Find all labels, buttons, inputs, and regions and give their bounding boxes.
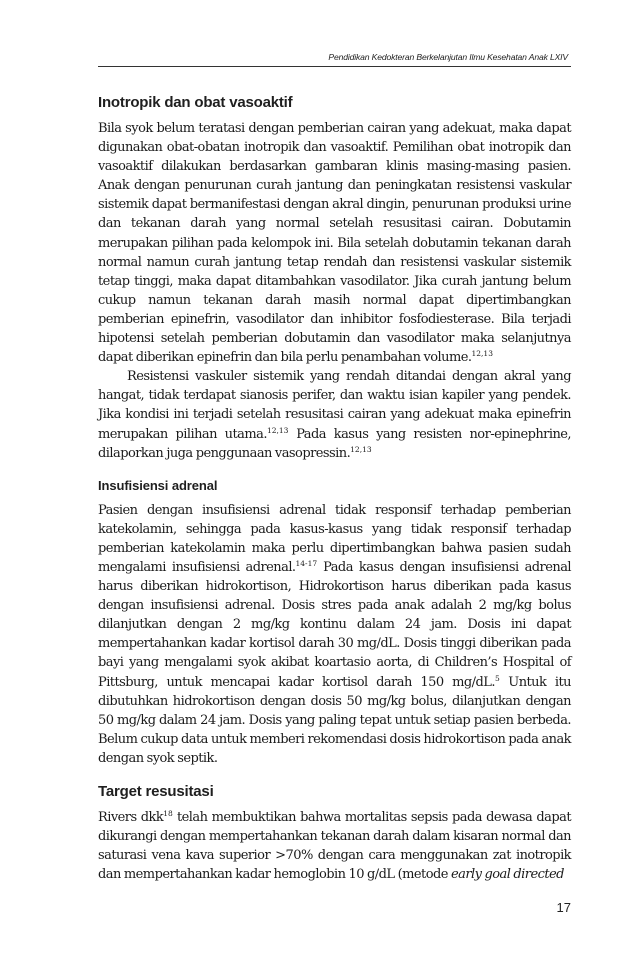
paragraph-text: Pada kasus yang resisten nor-epinephrine, dilaporkan juga penggunaan vasopressin.: [98, 426, 571, 461]
citation-ref: 12,13: [266, 425, 289, 435]
citation-ref: 5: [494, 673, 500, 683]
page-number: 17: [556, 900, 571, 915]
page-content: [98, 93, 571, 884]
section-heading-insufisiensi-adrenal: Insufisiensi adrenal: [98, 477, 218, 493]
paragraph-italic-text: early goal directed: [450, 867, 564, 883]
citation-ref: 14-17: [295, 558, 318, 568]
paragraph-text: Resistensi vaskuler sistemik yang rendah ditandai dengan akral yang hangat, tidak terdapat sianosis perifer, dan waktu isian kapiler yang pendek. Jika kondisi ini terjadi setelah resusitasi cairan yang adekuat maka epinefrin merupakan pilihan utama.: [98, 369, 571, 442]
paragraph-text: Pada kasus dengan insufisiensi adrenal harus diberikan hidrokortison, Hidrokortison harus diberikan pada kasus dengan insufisiensi adrenal. Dosis stres pada anak adalah 2 mg/kg bolus dilanjutkan dengan 2 mg/kg kontinu dalam 24 jam. Dosis ini dapat mempertahankan kadar kortisol darah 30 mg/dL. Dosis tinggi diberikan pada bayi yang mengalami syok akibat koartasio aorta, di Children’s Hospital of Pittsburg, untuk mencapai kadar kortisol darah 150 mg/dL.: [98, 559, 571, 690]
paragraph-inotropik-1: [98, 119, 571, 367]
paragraph-text: Untuk itu dibutuhkan hidrokortison dengan dosis 50 mg/kg bolus, dilanjutkan dengan 50 mg/kg dalam 24 jam. Dosis yang paling tepat untuk setiap pasien berbeda. Belum cukup data untuk memberi rekomendasi dosis hidrokortison pada anak dengan syok septik.: [98, 674, 572, 766]
running-header: Pendidikan Kedokteran Berkelanjutan Ilmu Kesehatan Anak LXIV: [328, 52, 568, 62]
citation-ref: 18: [163, 809, 173, 818]
citation-ref: 12,13: [350, 444, 372, 454]
section-heading-target-resusitasi: Target resusitasi: [98, 783, 214, 800]
header-rule: [98, 66, 571, 67]
paragraph-text: Pasien dengan insufisiensi adrenal tidak responsif terhadap pemberian katekolamin, sehingga pada kasus-kasus yang tidak responsif terhadap pemberian katekolamin maka perlu dipertimbangkan bahwa pasien sudah mengalami insufisiensi adrenal.: [98, 502, 571, 575]
paragraph-text: Bila syok belum teratasi dengan pemberian cairan yang adekuat, maka dapat digunakan obat-obatan inotropik dan vasoaktif. Pemilihan obat inotropik dan vasoaktif dilakukan berdasarkan gambaran klinis masing-masing pasien. Anak dengan penurunan curah jantung dan peningkatan resistensi vaskular sistemik dapat bermanifestasi dengan akral dingin, penurunan produksi urine dan tekanan darah yang normal setelah resusitasi cairan. Dobutamin merupakan pilihan pada kelompok ini. Bila setelah dobutamin tekanan darah normal namun curah jantung tetap rendah dan resistensi vaskular sistemik tetap tinggi, maka dapat ditambahkan vasodilator. Jika curah jantung belum cukup namun tekanan darah masih normal dapat dipertimbangkan pemberian epinefrin, vasodilator dan inhibitor fosfodiesterase. Bila terjadi hipotensi setelah pemberian dobutamin dan vasodilator maka selanjutnya dapat diberikan epinefrin dan bila perlu penambahan volume.: [98, 121, 571, 366]
paragraph-text: telah membuktikan bahwa mortalitas sepsis pada dewasa dapat dikurangi dengan mempertahankan tekanan darah dalam kisaran normal dan saturasi vena kava superior >70% dengan cara menggunakan zat inotropik dan mempertahankan kadar hemoglobin 10 g/dL (metode: [98, 810, 571, 883]
section-heading-inotropik: Inotropik dan obat vasoaktif: [98, 94, 293, 111]
paragraph-inotropik-2: [98, 367, 571, 462]
citation-ref: 12,13: [471, 349, 493, 359]
paragraph-text: Rivers dkk: [98, 810, 164, 825]
paragraph-insufisiensi-1: [98, 501, 571, 768]
paragraph-target-1: [98, 808, 571, 884]
